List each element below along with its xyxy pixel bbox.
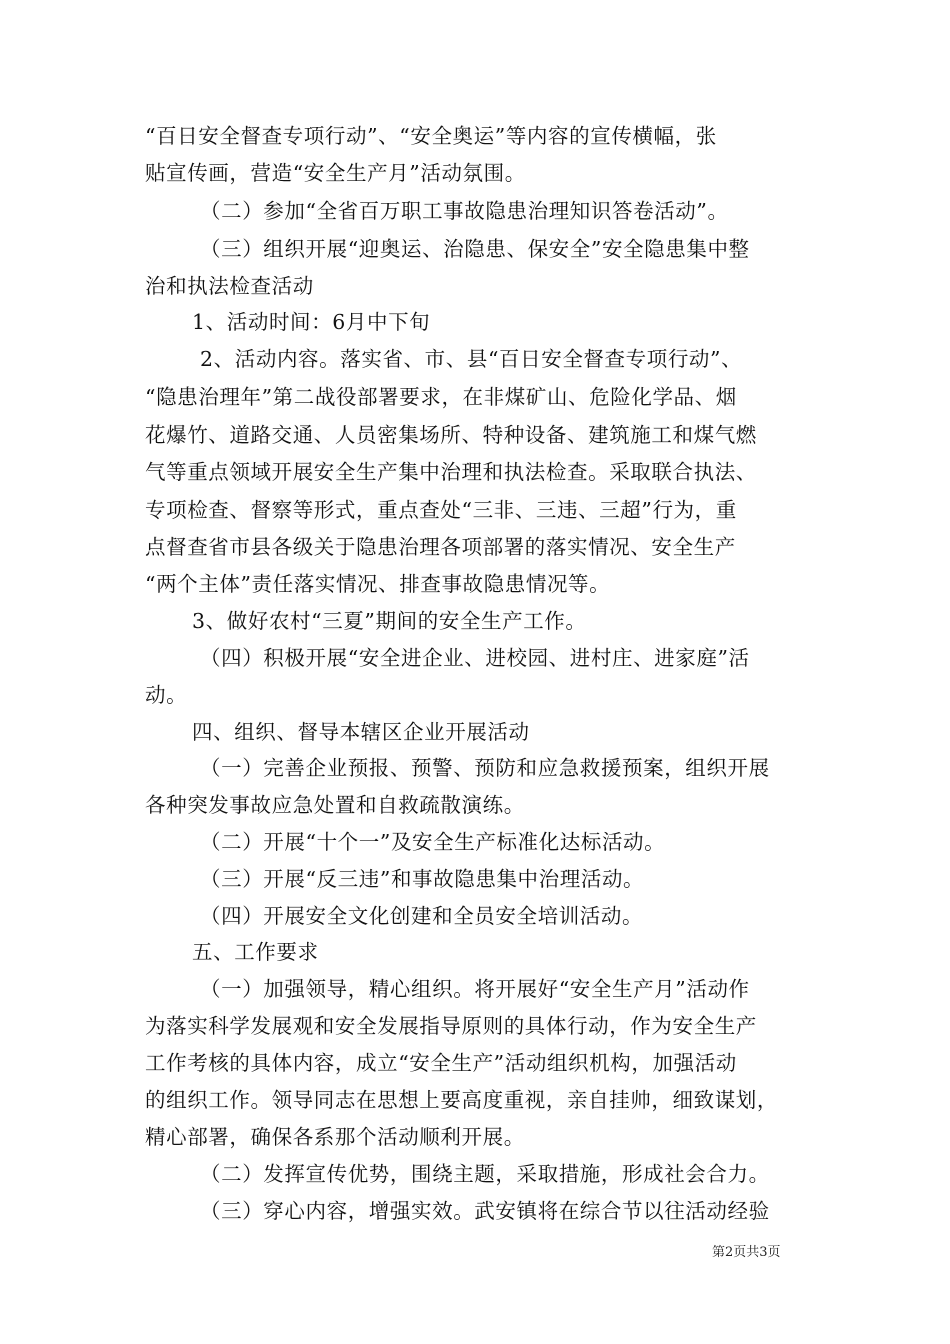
text-line: 四、组织、督导本辖区企业开展活动 xyxy=(192,720,530,744)
text-line: 贴宣传画，营造“安全生产月”活动氛围。 xyxy=(145,161,526,185)
text-line: （二）开展“十个一”及安全生产标准化达标活动。 xyxy=(200,830,666,854)
text-line: （三）组织开展“迎奥运、治隐患、保安全”安全隐患集中整 xyxy=(200,237,750,261)
text-line: 为落实科学发展观和安全发展指导原则的具体行动，作为安全生产 xyxy=(145,1014,757,1038)
text-line: （一）完善企业预报、预警、预防和应急救援预案，组织开展 xyxy=(200,756,770,780)
text-line: “隐患治理年”第二战役部署要求，在非煤矿山、危险化学品、烟 xyxy=(145,385,737,409)
text-line: 专项检查、督察等形式，重点查处“三非、三违、三超”行为，重 xyxy=(145,498,737,522)
text-line: （四）积极开展“安全进企业、进校园、进村庄、进家庭”活 xyxy=(200,646,750,670)
text-line: “两个主体”责任落实情况、排查事故隐患情况等。 xyxy=(145,572,611,596)
text-line: 气等重点领域开展安全生产集中治理和执法检查。采取联合执法、 xyxy=(145,460,757,484)
text-line: （四）开展安全文化创建和全员安全培训活动。 xyxy=(200,904,644,928)
text-line: 点督查省市县各级关于隐患治理各项部署的落实情况、安全生产 xyxy=(145,535,736,559)
text-line: 五、工作要求 xyxy=(192,940,319,964)
text-line: 各种突发事故应急处置和自救疏散演练。 xyxy=(145,793,525,817)
text-line: 3、做好农村“三夏”期间的安全生产工作。 xyxy=(192,609,587,633)
text-line: 动。 xyxy=(145,683,188,707)
text-line: （三）开展“反三违”和事故隐患集中治理活动。 xyxy=(200,867,645,891)
text-line: 1、活动时间：6月中下旬 xyxy=(192,310,431,334)
text-line: “百日安全督查专项行动”、“安全奥运”等内容的宣传横幅，张 xyxy=(145,124,717,148)
text-line: 精心部署，确保各系那个活动顺利开展。 xyxy=(145,1125,525,1149)
text-line: 的组织工作。领导同志在思想上要高度重视，亲自挂帅，细致谋划， xyxy=(145,1088,778,1112)
text-line: 2、活动内容。落实省、市、县“百日安全督查专项行动”、 xyxy=(200,347,743,371)
text-line: 工作考核的具体内容，成立“安全生产”活动组织机构，加强活动 xyxy=(145,1051,737,1075)
text-line: （二）发挥宣传优势，围绕主题，采取措施，形成社会合力。 xyxy=(200,1162,770,1186)
text-line: 花爆竹、道路交通、人员密集场所、特种设备、建筑施工和煤气燃 xyxy=(145,423,757,447)
text-line: （三）穿心内容，增强实效。武安镇将在综合节以往活动经验 xyxy=(200,1199,770,1223)
text-line: （一）加强领导，精心组织。将开展好“安全生产月”活动作 xyxy=(200,977,750,1001)
text-line: （二）参加“全省百万职工事故隐患治理知识答卷活动”。 xyxy=(200,199,729,223)
text-line: 治和执法检查活动 xyxy=(145,274,314,298)
page-number: 第2页共3页 xyxy=(712,1245,781,1260)
